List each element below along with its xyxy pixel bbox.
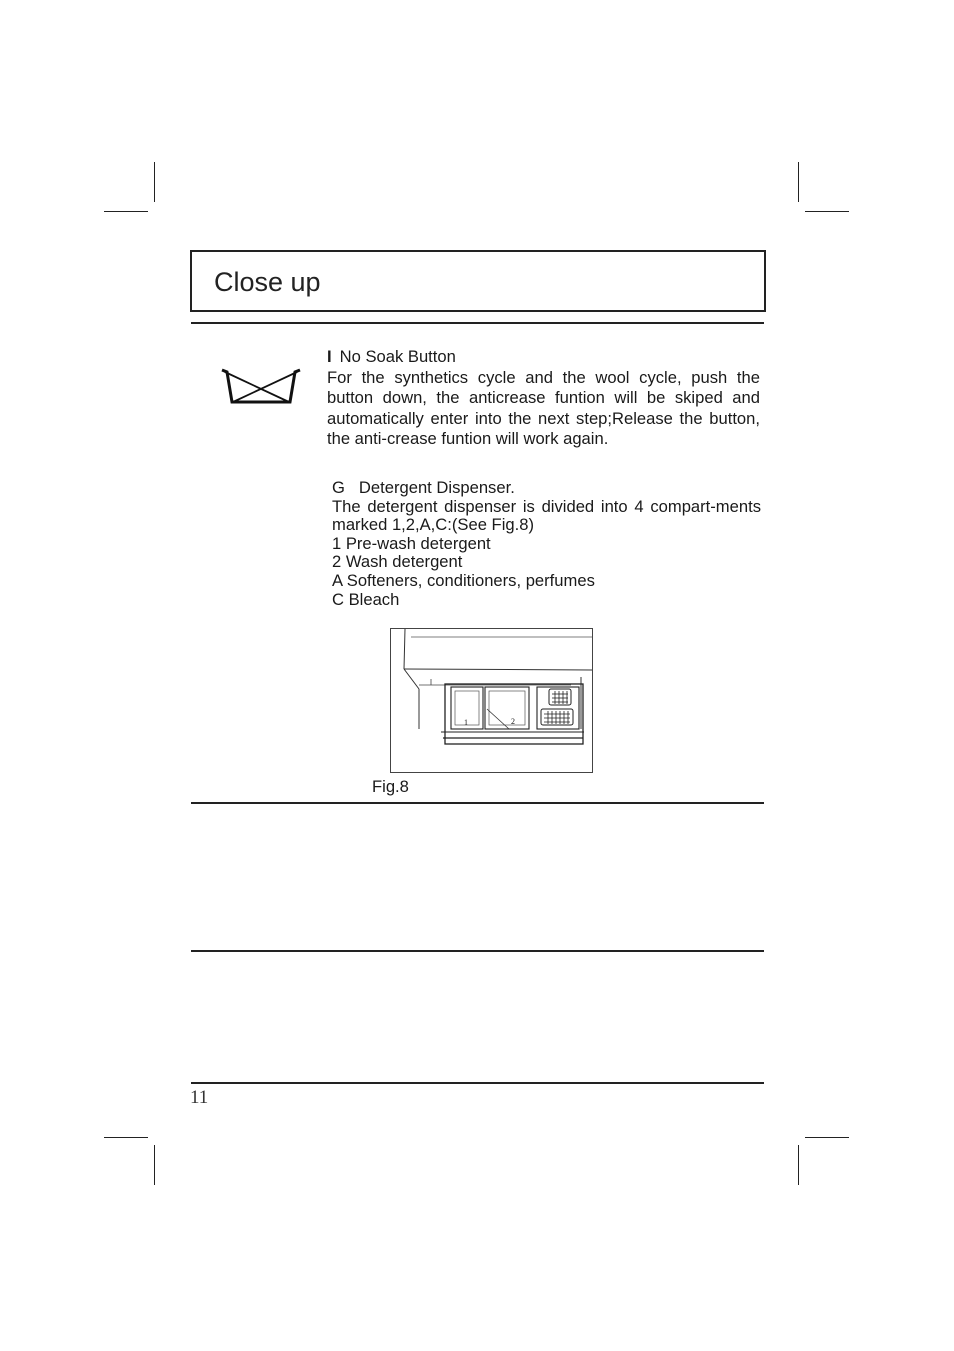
crop-mark-bottom-left-horizontal bbox=[104, 1137, 148, 1138]
figure-caption: Fig.8 bbox=[372, 777, 409, 796]
detergent-heading bbox=[332, 479, 761, 498]
no-soak-wash-tub-icon bbox=[219, 366, 303, 406]
list-item: 2 Wash detergent bbox=[332, 552, 463, 572]
crop-mark-bottom-right-horizontal bbox=[805, 1137, 849, 1138]
divider-top bbox=[191, 322, 764, 324]
detergent-drawer-illustration bbox=[391, 629, 592, 772]
compartment-label-2: 2 bbox=[511, 717, 515, 726]
list-item: A Softeners, conditioners, perfumes bbox=[332, 570, 595, 590]
list-item: C Bleach bbox=[332, 589, 400, 609]
crop-mark-top-right-vertical bbox=[798, 162, 799, 202]
compartment-label-1: 1 bbox=[464, 718, 468, 727]
divider-lower bbox=[191, 950, 764, 952]
divider-middle bbox=[191, 802, 764, 804]
no-soak-heading bbox=[327, 347, 760, 368]
figure-8-frame bbox=[390, 628, 593, 773]
divider-footer bbox=[191, 1082, 764, 1084]
section-heading: No Soak Button bbox=[339, 347, 456, 366]
crop-mark-top-right-horizontal bbox=[805, 211, 849, 212]
section-heading: Detergent Dispenser. bbox=[358, 478, 515, 497]
detergent-description: The detergent dispenser is divided into 4 compart-ments marked 1,2,A,C:(See Fig.8) bbox=[332, 496, 761, 535]
page-title: Close up bbox=[214, 267, 321, 297]
no-soak-description: For the synthetics cycle and the wool cycle, push the button down, the anticrease funtion will be skiped and automatically enter into the next step;Release the button, the anti-crease funtion will work again. bbox=[327, 367, 760, 448]
crop-mark-bottom-left-vertical bbox=[154, 1145, 155, 1185]
no-soak-button-section bbox=[327, 347, 760, 450]
section-letter: I bbox=[327, 347, 332, 366]
list-item: 1 Pre-wash detergent bbox=[332, 533, 491, 553]
section-letter: G bbox=[332, 478, 345, 497]
crop-mark-bottom-right-vertical bbox=[798, 1145, 799, 1185]
section-title-box bbox=[190, 250, 766, 312]
crop-mark-top-left-vertical bbox=[154, 162, 155, 202]
detergent-dispenser-section bbox=[332, 479, 761, 609]
crop-mark-top-left-horizontal bbox=[104, 211, 148, 212]
page-number: 11 bbox=[190, 1087, 209, 1108]
